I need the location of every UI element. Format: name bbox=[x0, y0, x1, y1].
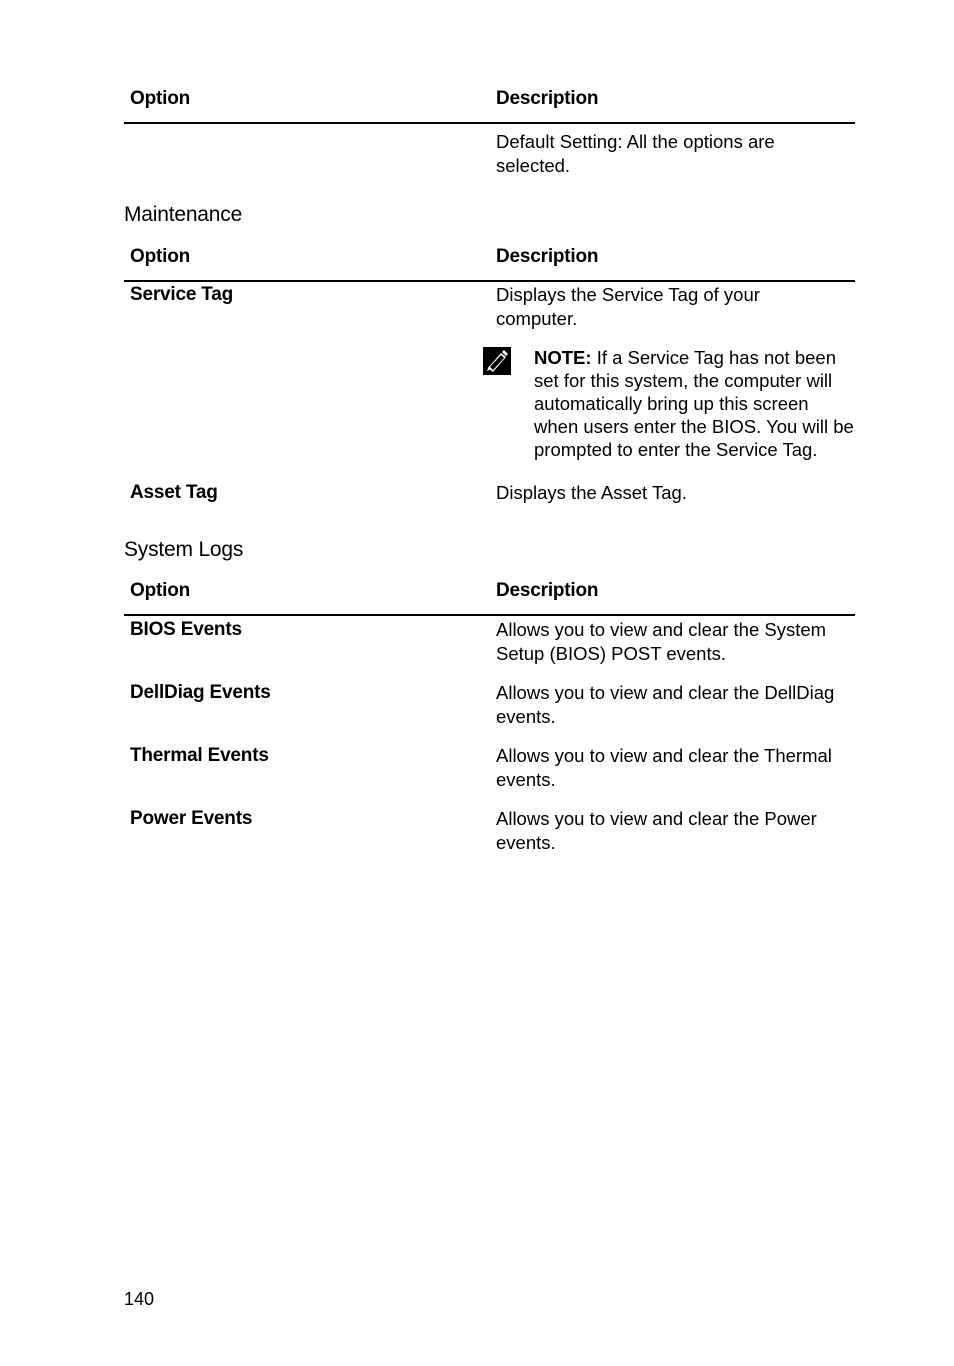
table-row bbox=[124, 618, 855, 668]
row-option: BIOS Events bbox=[130, 619, 242, 640]
table-row bbox=[124, 283, 855, 333]
header-option: Option bbox=[130, 246, 191, 267]
table-row bbox=[124, 807, 855, 857]
row-description: Allows you to view and clear the System Setup (BIOS) POST events. bbox=[496, 619, 827, 664]
table-header bbox=[124, 88, 855, 124]
row-description: Allows you to view and clear the DellDiag events. bbox=[496, 682, 835, 727]
row-option: Service Tag bbox=[130, 284, 234, 305]
row-option: Power Events bbox=[130, 808, 253, 829]
system-logs-table bbox=[124, 580, 855, 616]
table-row bbox=[124, 744, 855, 794]
row-description: Displays the Service Tag of your computer. bbox=[496, 284, 760, 329]
table-row bbox=[124, 681, 855, 731]
header-option: Option bbox=[130, 88, 191, 109]
note-label: NOTE: bbox=[534, 347, 592, 368]
header-option: Option bbox=[130, 580, 191, 601]
section-title-maintenance: Maintenance bbox=[124, 203, 243, 226]
note-body: If a Service Tag has not been set for this system, the computer will automatically bring up this screen when users enter the BIOS. You will be prompted to enter the Service Tag. bbox=[534, 347, 854, 460]
note-pencil-icon bbox=[482, 346, 512, 376]
options-table-continued bbox=[124, 88, 855, 190]
row-description: Allows you to view and clear the Thermal events. bbox=[496, 745, 832, 790]
header-description: Description bbox=[496, 246, 599, 267]
row-description: Allows you to view and clear the Power events. bbox=[496, 808, 817, 853]
row-option: DellDiag Events bbox=[130, 682, 271, 703]
table-row bbox=[124, 130, 855, 190]
header-description: Description bbox=[496, 88, 599, 109]
row-option: Asset Tag bbox=[130, 482, 218, 503]
row-description: Default Setting: All the options are selected. bbox=[496, 131, 775, 176]
section-title-system-logs: System Logs bbox=[124, 538, 244, 561]
table-header bbox=[124, 580, 855, 616]
table-row bbox=[124, 481, 855, 511]
header-description: Description bbox=[496, 580, 599, 601]
table-header bbox=[124, 246, 855, 282]
maintenance-table bbox=[124, 246, 855, 282]
row-option: Thermal Events bbox=[130, 745, 269, 766]
note-text bbox=[534, 346, 856, 461]
page-number: 140 bbox=[124, 1289, 155, 1309]
row-description: Displays the Asset Tag. bbox=[496, 482, 687, 503]
